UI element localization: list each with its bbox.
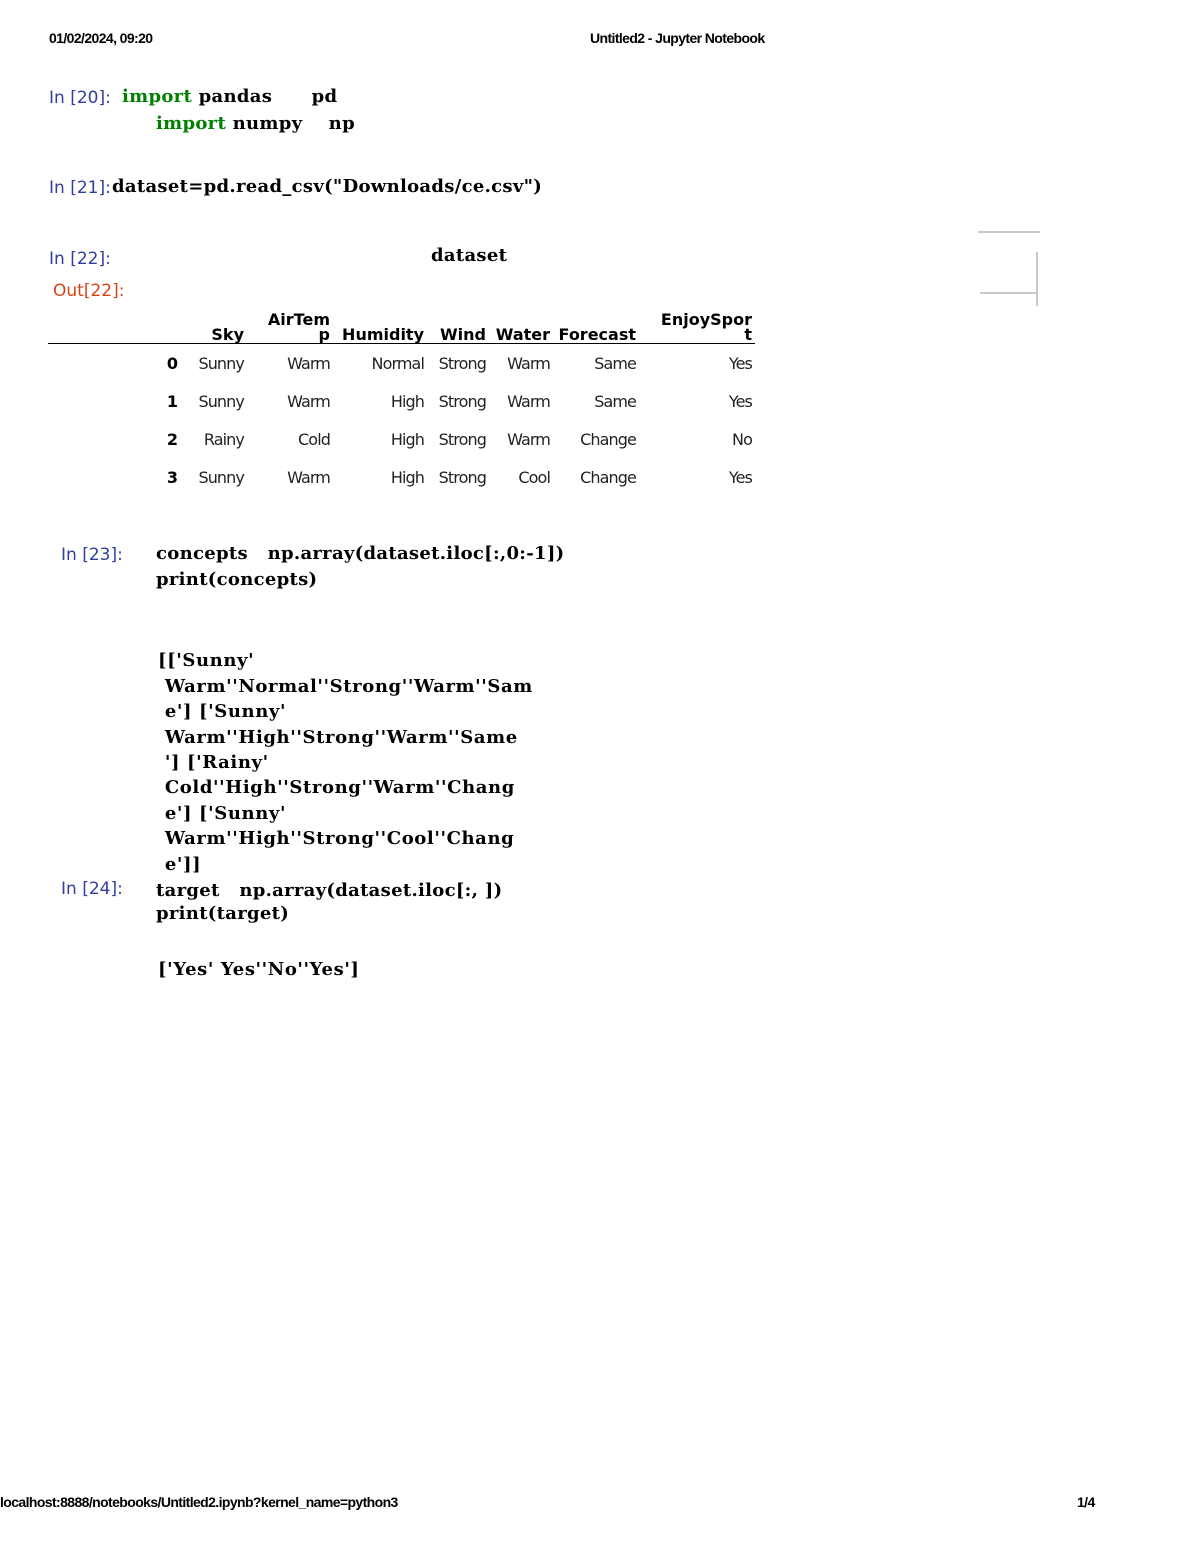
code-text: numpy np [226,113,355,134]
table-cell: Normal [371,353,424,373]
output-line: e']] [158,853,202,875]
table-cell: Warm [507,353,550,373]
table-cell: Cool [518,467,550,487]
table-row [48,344,755,383]
cell-22-out-prompt: Out[22]: [53,281,125,301]
cell-23-output [158,623,533,902]
column-header: Wind [440,325,486,344]
cell-23-code-line-2[interactable]: print(concepts) [156,569,318,590]
output-line: Cold''High''Strong''Warm''Chang [158,777,515,799]
output-line: [['Sunny' [158,650,255,672]
page-title: Untitled2 - Jupyter Notebook [590,30,765,46]
cell-20-code-line-1[interactable] [122,86,337,107]
table-cell: Strong [438,429,486,449]
cell-24-prompt: In [24]: [61,879,123,899]
table-cell: Warm [507,429,550,449]
table-row [48,458,755,496]
output-line: '] ['Rainy' [158,752,269,774]
output-line: e'] ['Sunny' [158,701,287,723]
table-cell: High [390,391,424,411]
import-keyword: import [122,86,193,107]
index-header [48,312,181,344]
scroll-marker-bar[interactable] [1036,252,1038,306]
scroll-marker-top [978,231,1040,233]
import-keyword: import [156,113,227,134]
row-index: 0 [166,353,178,373]
table-cell: Sunny [198,391,244,411]
cell-21-prompt: In [21]: [49,178,111,198]
cell-20-code-line-2[interactable] [156,113,355,134]
cell-22-prompt: In [22]: [49,249,111,269]
print-datetime: 01/02/2024, 09:20 [49,30,153,46]
table-cell: Strong [438,391,486,411]
table-cell: Yes [728,353,752,373]
cell-23-code-line-1[interactable]: concepts np.array(dataset.iloc[:,0:-1]) [156,543,565,564]
table-cell: Sunny [198,353,244,373]
table-cell: Change [580,467,636,487]
table-cell: Rainy [203,429,244,449]
table-cell: Same [594,391,636,411]
table-cell: Change [580,429,636,449]
table-cell: High [390,467,424,487]
cell-21-code[interactable]: dataset=pd.read_csv("Downloads/ce.csv") [112,176,543,197]
table-row [48,420,755,458]
table-cell: Strong [438,353,486,373]
code-text: pandas pd [192,86,338,107]
table-row [48,382,755,420]
row-index: 3 [166,467,178,487]
table-header-row [48,312,755,344]
table-cell: Strong [438,467,486,487]
cell-24-output: ['Yes' Yes''No''Yes'] [158,959,360,980]
column-header: EnjoySpor t [660,310,752,344]
output-line: Warm''Normal''Strong''Warm''Sam [158,675,533,697]
page-number: 1/4 [1077,1494,1095,1510]
cell-24-code-line-2[interactable]: print(target) [156,903,290,924]
output-line: Warm''High''Strong''Cool''Chang [158,828,515,850]
table-cell: High [390,429,424,449]
column-header: Forecast [558,325,636,344]
footer-url: localhost:8888/notebooks/Untitled2.ipynb?kernel_name=python3 [0,1494,398,1510]
output-line: Warm''High''Strong''Warm''Same [158,726,518,748]
table-cell: Yes [728,391,752,411]
column-header: Sky [211,325,244,344]
table-cell: Sunny [198,467,244,487]
cell-24-code-line-1[interactable]: target np.array(dataset.iloc[:, ]) [156,880,503,901]
table-cell: No [732,429,752,449]
table-cell: Warm [287,467,330,487]
table-cell: Warm [507,391,550,411]
table-cell: Cold [298,429,330,449]
table-cell: Yes [728,467,752,487]
cell-20-prompt: In [20]: [49,88,111,108]
output-line: e'] ['Sunny' [158,802,287,824]
row-index: 1 [166,391,178,411]
dataframe-table [48,312,755,496]
column-header: Humidity [342,325,424,344]
column-header: Water [495,325,550,344]
table-cell: Warm [287,353,330,373]
column-header: AirTem p [267,310,330,344]
row-index: 2 [166,429,178,449]
cell-22-code[interactable]: dataset [431,245,508,266]
scroll-marker-bottom [980,292,1038,294]
table-cell: Warm [287,391,330,411]
cell-23-prompt: In [23]: [61,545,123,565]
table-cell: Same [594,353,636,373]
